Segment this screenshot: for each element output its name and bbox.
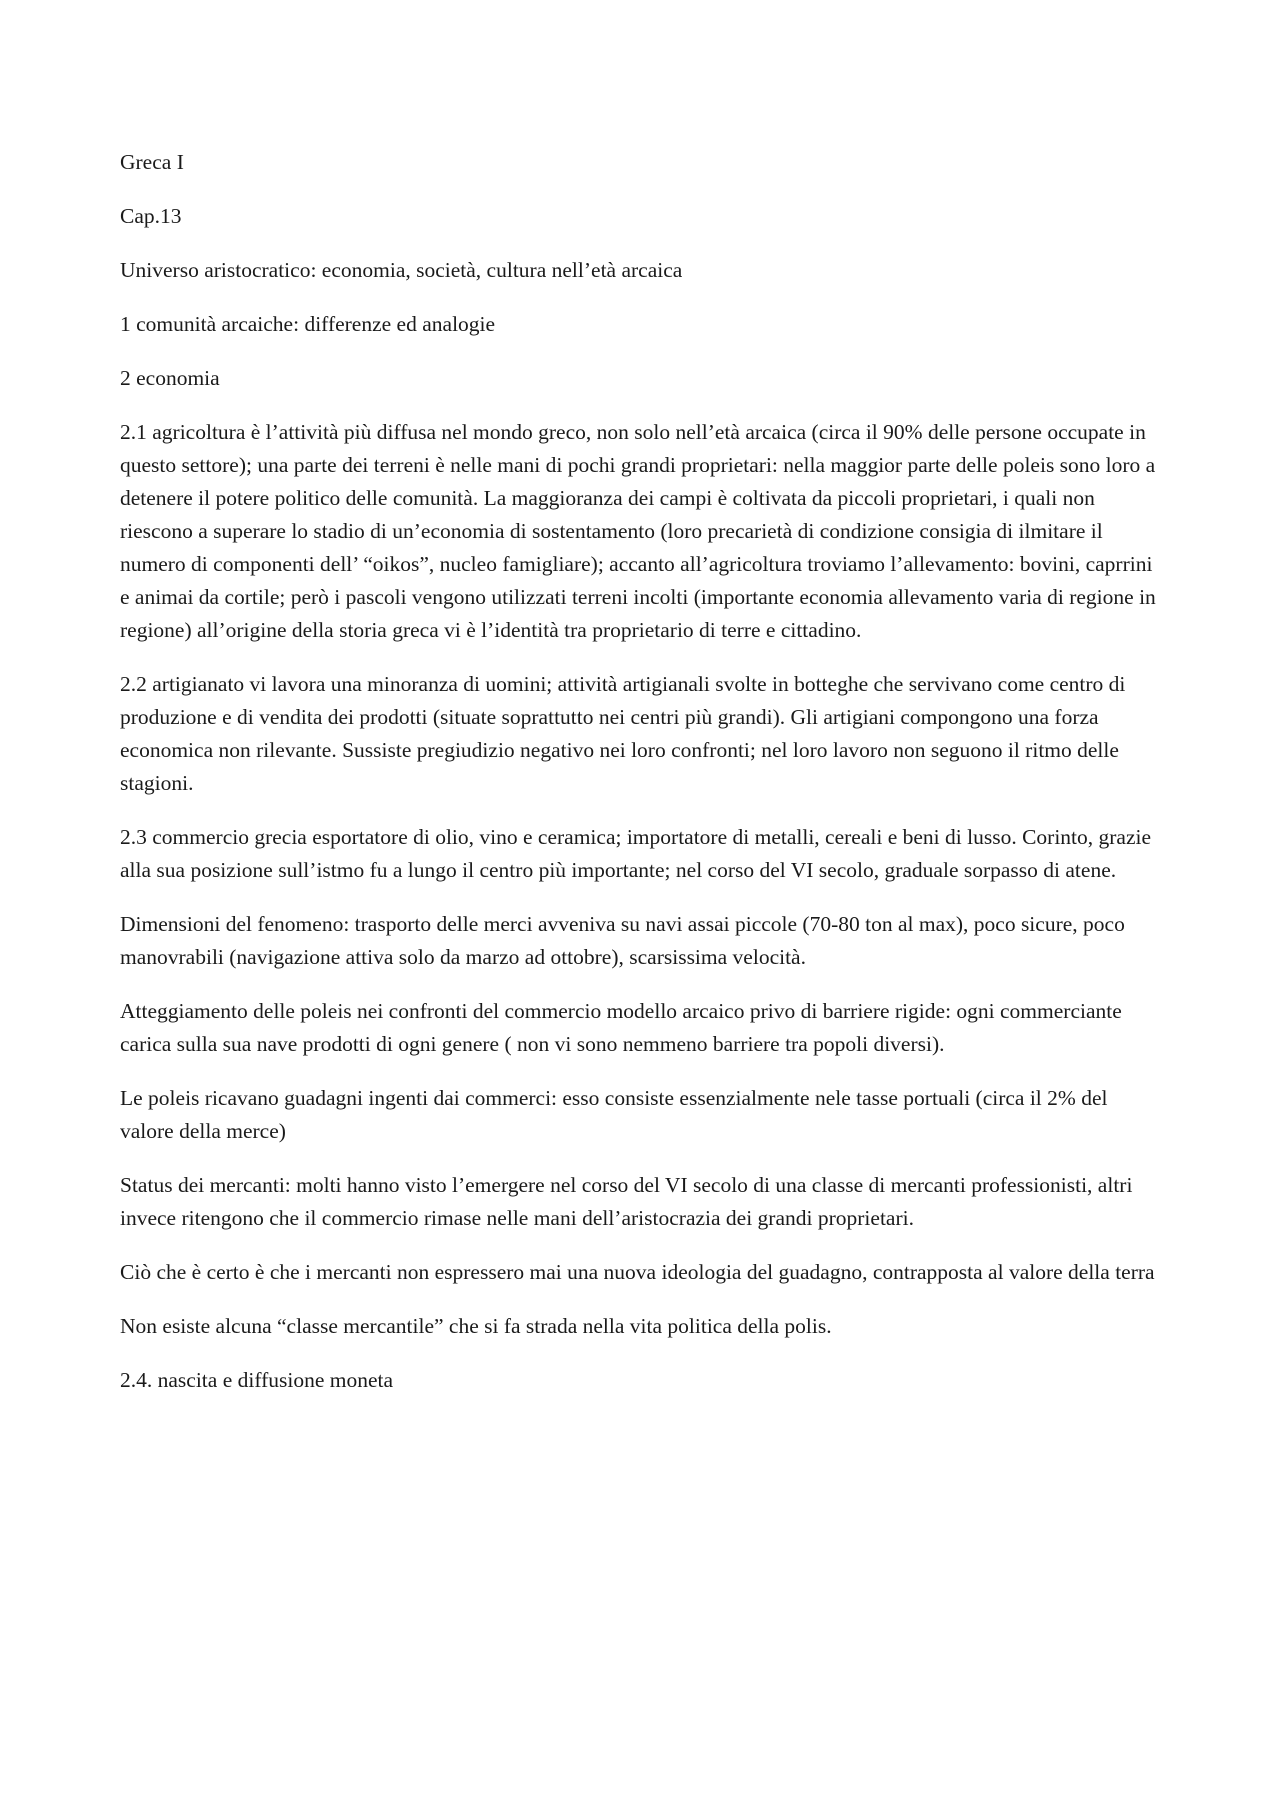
section-heading-comunita: 1 comunità arcaiche: differenze ed analogie — [120, 312, 496, 336]
paragraph-agricoltura: 2.1 agricoltura è l’attività più diffusa nel mondo greco, non solo nell’età arcaica (circa il 90% delle persone occupate in questo settore); una parte dei terreni è nelle mani di pochi grandi proprietari: nella maggior parte delle poleis sono loro a detenere il potere politico delle comunità. La maggioranza dei campi è coltivata da piccoli proprietari, i quali non riescono a superare lo stadio di un’economia di sostentamento (loro precarietà di condizione consigia di ilmitare il numero di componenti dell’ “oikos”, nucleo famigliare); accanto all’agricoltura troviamo l’allevamento: bovini, caprrini e animai da cortile; però i pascoli vengono utilizzati terreni incolti (importante economia allevamento varia di regione in regione) all’origine della storia greca vi è l’identità tra proprietario di terre e cittadino. — [120, 420, 1156, 642]
chapter-subtitle: Universo aristocratico: economia, società, cultura nell’età arcaica — [120, 258, 683, 282]
paragraph-artigianato: 2.2 artigianato vi lavora una minoranza di uomini; attività artigianali svolte in botteghe che servivano come centro di produzione e di vendita dei prodotti (situate soprattutto nei centri più grandi). Gli artigiani compongono una forza economica non rilevante. Sussiste pregiudizio negativo nei loro confronti; nel loro lavoro non seguono il ritmo delle stagioni. — [120, 672, 1126, 795]
document-title: Greca I — [120, 150, 184, 174]
paragraph-classe-mercantile: Non esiste alcuna “classe mercantile” che si fa strada nella vita politica della polis. — [120, 1314, 832, 1338]
paragraph-atteggiamento: Atteggiamento delle poleis nei confronti del commercio modello arcaico privo di barriere rigide: ogni commerciante carica sulla sua nave prodotti di ogni genere ( non vi sono nemmeno barriere tra popoli diversi). — [120, 999, 1122, 1056]
paragraph-certezza: Ciò che è certo è che i mercanti non espressero mai una nuova ideologia del guadagno, contrapposta al valore della terra — [120, 1260, 1155, 1284]
paragraph-guadagni: Le poleis ricavano guadagni ingenti dai commerci: esso consiste essenzialmente nele tasse portuali (circa il 2% del valore della merce) — [120, 1086, 1108, 1143]
paragraph-dimensioni: Dimensioni del fenomeno: trasporto delle merci avveniva su navi assai piccole (70-80 ton al max), poco sicure, poco manovrabili (navigazione attiva solo da marzo ad ottobre), scarsissima velocità. — [120, 912, 1125, 969]
paragraph-status-mercanti: Status dei mercanti: molti hanno visto l’emergere nel corso del VI secolo di una classe di mercanti professionisti, altri invece ritengono che il commercio rimase nelle mani dell’aristocrazia dei grandi proprietari. — [120, 1173, 1133, 1230]
section-heading-moneta: 2.4. nascita e diffusione moneta — [120, 1368, 394, 1392]
section-heading-economia: 2 economia — [120, 366, 220, 390]
paragraph-commercio: 2.3 commercio grecia esportatore di olio, vino e ceramica; importatore di metalli, cereali e beni di lusso. Corinto, grazie alla sua posizione sull’istmo fu a lungo il centro più importante; nel corso del VI secolo, graduale sorpasso di atene. — [120, 825, 1152, 882]
document-page — [120, 146, 1165, 1418]
chapter-label: Cap.13 — [120, 204, 182, 228]
